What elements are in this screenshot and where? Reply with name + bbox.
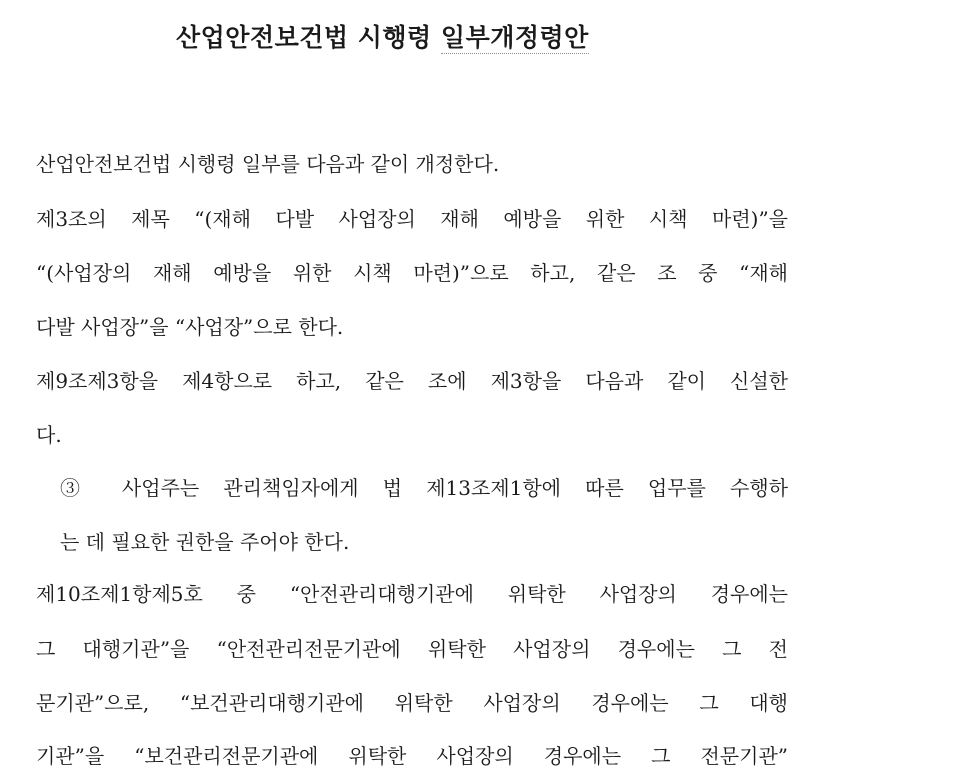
- body-line-6: 다.: [36, 423, 62, 447]
- body-line-2: 제3조의 제목 “(재해 다발 사업장의 재해 예방을 위한 시책 마련)”을: [36, 207, 788, 231]
- body-line-9: 제10조제1항제5호 중 “안전관리대행기관에 위탁한 사업장의 경우에는: [36, 582, 788, 606]
- body-line-5: 제9조제3항을 제4항으로 하고, 같은 조에 제3항을 다음과 같이 신설한: [36, 369, 788, 393]
- body-line-12: 기관”을 “보건관리전문기관에 위탁한 사업장의 경우에는 그 전문기관”: [36, 744, 788, 768]
- body-line-1: 산업안전보건법 시행령 일부를 다음과 같이 개정한다.: [36, 152, 500, 176]
- body-line-8: 는 데 필요한 권한을 주어야 한다.: [60, 530, 350, 554]
- body-line-10: 그 대행기관”을 “안전관리전문기관에 위탁한 사업장의 경우에는 그 전: [36, 637, 788, 661]
- document-title-part2: 일부개정령안: [440, 23, 589, 52]
- document-title: [176, 18, 589, 54]
- document-title-part1: 산업안전보건법 시행령: [176, 23, 441, 52]
- body-line-3: “(사업장의 재해 예방을 위한 시책 마련)”으로 하고, 같은 조 중 “재해: [36, 261, 788, 285]
- body-line-7: ③ 사업주는 관리책임자에게 법 제13조제1항에 따른 업무를 수행하: [60, 476, 788, 500]
- body-line-4: 다발 사업장”을 “사업장”으로 한다.: [36, 315, 344, 339]
- body-line-11: 문기관”으로, “보건관리대행기관에 위탁한 사업장의 경우에는 그 대행: [36, 691, 788, 715]
